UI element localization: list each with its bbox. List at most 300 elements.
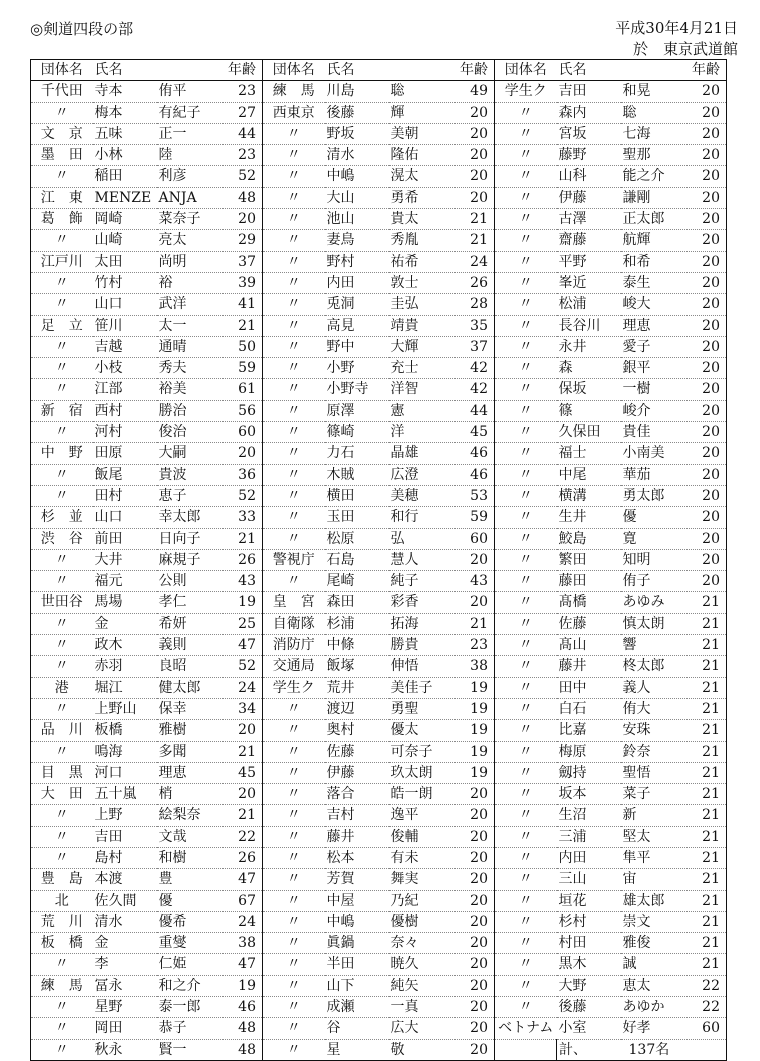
surname-cell: 成瀬 [325, 997, 389, 1018]
given-name-cell: 和樹 [157, 847, 223, 868]
given-name-cell: 一真 [389, 997, 455, 1018]
surname-cell: 高見 [325, 315, 389, 336]
age-cell: 45 [455, 422, 495, 443]
surname-cell: 堀江 [93, 677, 157, 698]
surname-cell: 池山 [325, 209, 389, 230]
surname-cell: 松原 [325, 528, 389, 549]
given-name-cell: 武洋 [157, 294, 223, 315]
given-name-cell: 乃紀 [389, 890, 455, 911]
table-row [31, 720, 727, 741]
group-cell: 港 [31, 677, 93, 698]
given-name-cell: 柊太郎 [621, 656, 687, 677]
surname-cell: 玉田 [325, 507, 389, 528]
given-name-cell: 勝治 [157, 400, 223, 421]
surname-cell: 太田 [93, 251, 157, 272]
surname-cell: 藤井 [325, 826, 389, 847]
table-row [31, 358, 727, 379]
surname-cell: 金 [93, 613, 157, 634]
age-cell: 47 [223, 954, 263, 975]
given-name-cell: 充士 [389, 358, 455, 379]
event-date: 平成30年4月21日 [615, 19, 738, 37]
age-cell: 21 [687, 954, 727, 975]
age-cell: 20 [687, 102, 727, 123]
table-row [31, 102, 727, 123]
given-name-cell: 安珠 [621, 720, 687, 741]
age-cell: 21 [687, 826, 727, 847]
surname-cell: 森田 [325, 592, 389, 613]
age-cell: 23 [223, 145, 263, 166]
group-cell: 〃 [495, 528, 557, 549]
given-name-cell: 利彦 [157, 166, 223, 187]
given-name-cell: 銀平 [621, 358, 687, 379]
total-value: 137名 [621, 1039, 727, 1060]
given-name-cell: 寛 [621, 528, 687, 549]
age-cell: 20 [687, 166, 727, 187]
given-name-cell: 勝貴 [389, 635, 455, 656]
age-cell: 60 [455, 528, 495, 549]
surname-cell: 荒井 [325, 677, 389, 698]
age-cell: 20 [687, 528, 727, 549]
surname-cell: 大野 [557, 975, 621, 996]
surname-cell: 山口 [93, 507, 157, 528]
surname-cell: 兎洞 [325, 294, 389, 315]
age-cell: 20 [687, 443, 727, 464]
given-name-cell: 貴佳 [621, 422, 687, 443]
given-name-cell: 美朝 [389, 123, 455, 144]
group-cell: 〃 [495, 485, 557, 506]
surname-cell: 横溝 [557, 485, 621, 506]
surname-cell: 河村 [93, 422, 157, 443]
given-name-cell: 亮太 [157, 230, 223, 251]
surname-cell: 木賊 [325, 464, 389, 485]
surname-cell: 福士 [557, 443, 621, 464]
group-cell: 〃 [31, 613, 93, 634]
age-cell: 20 [455, 592, 495, 613]
given-name-cell: 新 [621, 805, 687, 826]
given-name-cell: 圭弘 [389, 294, 455, 315]
header-name-spacer [621, 60, 687, 81]
surname-cell: 伊藤 [557, 187, 621, 208]
header-name-spacer [157, 60, 223, 81]
surname-cell: 河口 [93, 762, 157, 783]
group-cell: 葛 飾 [31, 209, 93, 230]
surname-cell: 清水 [325, 145, 389, 166]
group-cell: 〃 [31, 805, 93, 826]
header-group: 団体名 [31, 60, 93, 81]
age-cell: 50 [223, 336, 263, 357]
given-name-cell: 秀胤 [389, 230, 455, 251]
age-cell: 20 [455, 166, 495, 187]
surname-cell: 五十嵐 [93, 784, 157, 805]
surname-cell: 金 [93, 933, 157, 954]
surname-cell: 田原 [93, 443, 157, 464]
group-cell: 新 宿 [31, 400, 93, 421]
age-cell: 21 [687, 698, 727, 719]
surname-cell: 小野寺 [325, 379, 389, 400]
given-name-cell: 峻大 [621, 294, 687, 315]
age-cell: 21 [223, 315, 263, 336]
group-cell: 荒 川 [31, 911, 93, 932]
age-cell: 48 [223, 1018, 263, 1039]
age-cell: 28 [455, 294, 495, 315]
surname-cell: 平野 [557, 251, 621, 272]
surname-cell: 政木 [93, 635, 157, 656]
table-row [31, 485, 727, 506]
given-name-cell: あゆみ [621, 592, 687, 613]
group-cell: 品 川 [31, 720, 93, 741]
age-cell: 20 [687, 209, 727, 230]
group-cell: 〃 [495, 166, 557, 187]
age-cell: 22 [687, 975, 727, 996]
given-name-cell: 侑子 [621, 571, 687, 592]
age-cell: 38 [223, 933, 263, 954]
given-name-cell: 崇文 [621, 911, 687, 932]
given-name-cell: 良昭 [157, 656, 223, 677]
age-cell: 47 [223, 869, 263, 890]
surname-cell: 馬場 [93, 592, 157, 613]
group-cell: 〃 [263, 997, 325, 1018]
given-name-cell: 響 [621, 635, 687, 656]
group-cell: 〃 [263, 358, 325, 379]
surname-cell: 吉田 [93, 826, 157, 847]
surname-cell: 力石 [325, 443, 389, 464]
surname-cell: 山科 [557, 166, 621, 187]
table-row [31, 869, 727, 890]
group-cell: 〃 [263, 784, 325, 805]
age-cell: 35 [455, 315, 495, 336]
group-cell: 〃 [263, 805, 325, 826]
given-name-cell: 有紀子 [157, 102, 223, 123]
given-name-cell: 侑平 [158, 83, 187, 100]
given-name-cell: 聡 [390, 83, 405, 100]
group-cell: 練 馬 [263, 81, 325, 102]
table-row [31, 549, 727, 570]
age-cell: 43 [455, 571, 495, 592]
given-name-cell: 健太郎 [157, 677, 223, 698]
given-name-cell: 優希 [157, 911, 223, 932]
surname-cell: 佐藤 [325, 741, 389, 762]
given-name-cell: 奈々 [389, 933, 455, 954]
header-row [31, 60, 727, 81]
given-name-cell: 広澄 [389, 464, 455, 485]
age-cell: 52 [223, 166, 263, 187]
age-cell: 20 [455, 784, 495, 805]
surname-cell: 森 [557, 358, 621, 379]
group-cell: 〃 [31, 635, 93, 656]
age-cell: 23 [455, 635, 495, 656]
age-cell: 20 [687, 315, 727, 336]
group-cell: 〃 [495, 251, 557, 272]
given-name-cell: 七海 [621, 123, 687, 144]
table-row [31, 230, 727, 251]
group-cell: 〃 [495, 422, 557, 443]
group-cell: 〃 [31, 102, 93, 123]
age-cell: 21 [687, 720, 727, 741]
given-name-cell: 有未 [389, 847, 455, 868]
age-cell: 20 [223, 443, 263, 464]
group-cell: 〃 [495, 145, 557, 166]
group-cell: 〃 [495, 890, 557, 911]
age-cell: 21 [687, 784, 727, 805]
given-name-cell: 広大 [389, 1018, 455, 1039]
group-cell: 〃 [495, 379, 557, 400]
table-row [31, 698, 727, 719]
given-name-cell: 和希 [621, 251, 687, 272]
surname-cell: 中屋 [325, 890, 389, 911]
surname-cell: 芳賀 [325, 869, 389, 890]
surname-cell: 横田 [325, 485, 389, 506]
surname-cell: 野中 [325, 336, 389, 357]
given-name-cell: あゆか [621, 997, 687, 1018]
group-cell: 消防庁 [263, 635, 325, 656]
group-cell: 〃 [495, 571, 557, 592]
given-name-cell: 謙剛 [621, 187, 687, 208]
given-name-cell: 誠 [621, 954, 687, 975]
table-row [31, 677, 727, 698]
surname-cell: 渡辺 [325, 698, 389, 719]
surname-cell: 清水 [93, 911, 157, 932]
age-cell: 20 [455, 869, 495, 890]
surname-cell: 梅原 [557, 741, 621, 762]
given-name-cell: 勇希 [389, 187, 455, 208]
age-cell: 20 [455, 145, 495, 166]
age-cell: 48 [223, 1039, 263, 1060]
surname-cell: 寺本 [94, 83, 123, 100]
group-cell: 〃 [263, 145, 325, 166]
given-name-cell: 雄太郎 [621, 890, 687, 911]
age-cell: 21 [687, 762, 727, 783]
given-name-cell: 知明 [621, 549, 687, 570]
table-row [31, 464, 727, 485]
given-name-cell: 優太 [389, 720, 455, 741]
age-cell: 33 [223, 507, 263, 528]
surname-cell: 島村 [93, 847, 157, 868]
given-name-cell: 彩香 [389, 592, 455, 613]
surname-cell: 後藤 [557, 997, 621, 1018]
group-cell: 〃 [263, 209, 325, 230]
surname-cell: MENZE [93, 187, 157, 208]
given-name-cell: 敦士 [389, 272, 455, 293]
group-cell: 目 黒 [31, 762, 93, 783]
age-cell: 42 [455, 358, 495, 379]
given-name-cell: 拓海 [389, 613, 455, 634]
surname-cell: 峯近 [557, 272, 621, 293]
group-cell: 〃 [31, 166, 93, 187]
surname-cell: 野坂 [325, 123, 389, 144]
age-cell: 49 [470, 83, 488, 100]
group-cell: 板 橋 [31, 933, 93, 954]
surname-cell: 本渡 [93, 869, 157, 890]
age-cell: 20 [687, 358, 727, 379]
group-cell: 〃 [263, 485, 325, 506]
surname-cell: 山崎 [93, 230, 157, 251]
given-name-cell: 仁姫 [157, 954, 223, 975]
group-cell: 〃 [495, 805, 557, 826]
age-cell: 20 [687, 145, 727, 166]
surname-cell: 杉村 [557, 911, 621, 932]
age-cell: 20 [455, 826, 495, 847]
table-row [31, 1018, 727, 1039]
group-cell: 〃 [263, 166, 325, 187]
given-name-cell: 泰一郎 [157, 997, 223, 1018]
given-name-cell: 航輝 [621, 230, 687, 251]
table-row [31, 272, 727, 293]
surname-cell: 保坂 [557, 379, 621, 400]
group-cell: 世田谷 [31, 592, 93, 613]
group-cell: 〃 [263, 230, 325, 251]
age-cell: 46 [455, 443, 495, 464]
surname-cell: 板橋 [93, 720, 157, 741]
age-cell: 20 [455, 123, 495, 144]
page-title: ◎剣道四段の部 [30, 20, 134, 38]
given-name-cell: 大嗣 [157, 443, 223, 464]
given-name-cell: 聡 [621, 102, 687, 123]
group-cell: 〃 [31, 358, 93, 379]
surname-cell: 村田 [557, 933, 621, 954]
given-name-cell: 恵子 [157, 485, 223, 506]
given-name-cell: 雅樹 [157, 720, 223, 741]
age-cell: 38 [455, 656, 495, 677]
age-cell: 56 [223, 400, 263, 421]
table-row [31, 315, 727, 336]
given-name-cell: 保幸 [157, 698, 223, 719]
group-cell: 〃 [31, 954, 93, 975]
surname-cell: 永井 [557, 336, 621, 357]
given-name-cell: 通晴 [157, 336, 223, 357]
given-name-cell: 皓一朗 [389, 784, 455, 805]
group-cell: 警視庁 [263, 549, 325, 570]
surname-cell: 黒木 [557, 954, 621, 975]
age-cell: 21 [687, 613, 727, 634]
group-cell: 〃 [31, 656, 93, 677]
table-row [31, 123, 727, 144]
age-cell: 60 [223, 422, 263, 443]
table-row [31, 443, 727, 464]
given-name-cell: 伸悟 [389, 656, 455, 677]
group-cell: 千代田 [31, 81, 93, 102]
given-name-cell: 貴太 [389, 209, 455, 230]
age-cell: 20 [223, 784, 263, 805]
group-cell: 〃 [263, 1018, 325, 1039]
age-cell: 37 [223, 251, 263, 272]
age-cell: 29 [223, 230, 263, 251]
age-cell: 20 [687, 379, 727, 400]
age-cell: 59 [455, 507, 495, 528]
given-name-cell: 隆佑 [389, 145, 455, 166]
group-cell: 〃 [263, 251, 325, 272]
group-cell: 〃 [263, 869, 325, 890]
group-cell: 〃 [495, 464, 557, 485]
group-cell: 〃 [495, 997, 557, 1018]
group-cell: 〃 [263, 975, 325, 996]
table-row [31, 507, 727, 528]
surname-cell: 生井 [557, 507, 621, 528]
age-cell: 53 [455, 485, 495, 506]
table-row [31, 997, 727, 1018]
group-cell: 杉 並 [31, 507, 93, 528]
group-cell: 〃 [263, 123, 325, 144]
age-cell: 67 [223, 890, 263, 911]
surname-cell: 妻鳥 [325, 230, 389, 251]
group-cell: 〃 [263, 826, 325, 847]
group-cell: 〃 [495, 869, 557, 890]
given-name-cell: 暁久 [389, 954, 455, 975]
group-cell: 自衛隊 [263, 613, 325, 634]
given-name-cell: 和行 [389, 507, 455, 528]
surname-cell: 五味 [93, 123, 157, 144]
table-row [31, 656, 727, 677]
age-cell: 37 [455, 336, 495, 357]
group-cell: 〃 [263, 379, 325, 400]
group-cell: 〃 [495, 315, 557, 336]
given-name-cell: 公則 [157, 571, 223, 592]
age-cell: 19 [455, 720, 495, 741]
surname-cell: 奥村 [325, 720, 389, 741]
given-name-cell: 絵梨奈 [157, 805, 223, 826]
group-cell: 〃 [495, 720, 557, 741]
table-row [31, 975, 727, 996]
surname-cell: 吉田 [558, 83, 587, 100]
group-cell: 〃 [495, 933, 557, 954]
surname-cell: 繁田 [557, 549, 621, 570]
group-cell: 〃 [495, 592, 557, 613]
table-row [31, 635, 727, 656]
age-cell: 19 [223, 592, 263, 613]
group-cell: 〃 [495, 656, 557, 677]
surname-cell: 半田 [325, 954, 389, 975]
age-cell: 34 [223, 698, 263, 719]
given-name-cell: 和晃 [622, 83, 651, 100]
group-cell: 〃 [263, 762, 325, 783]
surname-cell: 三浦 [557, 826, 621, 847]
age-cell: 47 [223, 635, 263, 656]
group-cell: 〃 [495, 762, 557, 783]
surname-cell: 中尾 [557, 464, 621, 485]
surname-cell: 吉村 [325, 805, 389, 826]
surname-cell: 福元 [93, 571, 157, 592]
given-name-cell: 可奈子 [389, 741, 455, 762]
given-name-cell: 恭子 [157, 1018, 223, 1039]
given-name-cell: 優 [621, 507, 687, 528]
group-cell: 〃 [495, 507, 557, 528]
surname-cell: 後藤 [325, 102, 389, 123]
group-cell: 皇 宮 [263, 592, 325, 613]
age-cell: 21 [455, 209, 495, 230]
given-name-cell: 弘 [389, 528, 455, 549]
age-cell: 22 [223, 826, 263, 847]
group-cell: 〃 [263, 187, 325, 208]
surname-cell: 西村 [93, 400, 157, 421]
age-cell: 43 [223, 571, 263, 592]
group-cell: 〃 [495, 400, 557, 421]
group-cell: 〃 [263, 507, 325, 528]
group-cell: 〃 [263, 400, 325, 421]
group-cell: 〃 [31, 741, 93, 762]
group-cell: 〃 [31, 1039, 93, 1060]
group-cell: 〃 [495, 826, 557, 847]
given-name-cell: 純子 [389, 571, 455, 592]
surname-cell: 岡崎 [93, 209, 157, 230]
header-name: 氏名 [325, 60, 389, 81]
surname-cell: 星 [325, 1039, 389, 1060]
group-cell: 豊 島 [31, 869, 93, 890]
group-cell: 〃 [263, 443, 325, 464]
surname-cell: 野村 [325, 251, 389, 272]
table-row [31, 166, 727, 187]
header-group: 団体名 [495, 60, 557, 81]
surname-cell: 星野 [93, 997, 157, 1018]
age-cell: 20 [687, 400, 727, 421]
